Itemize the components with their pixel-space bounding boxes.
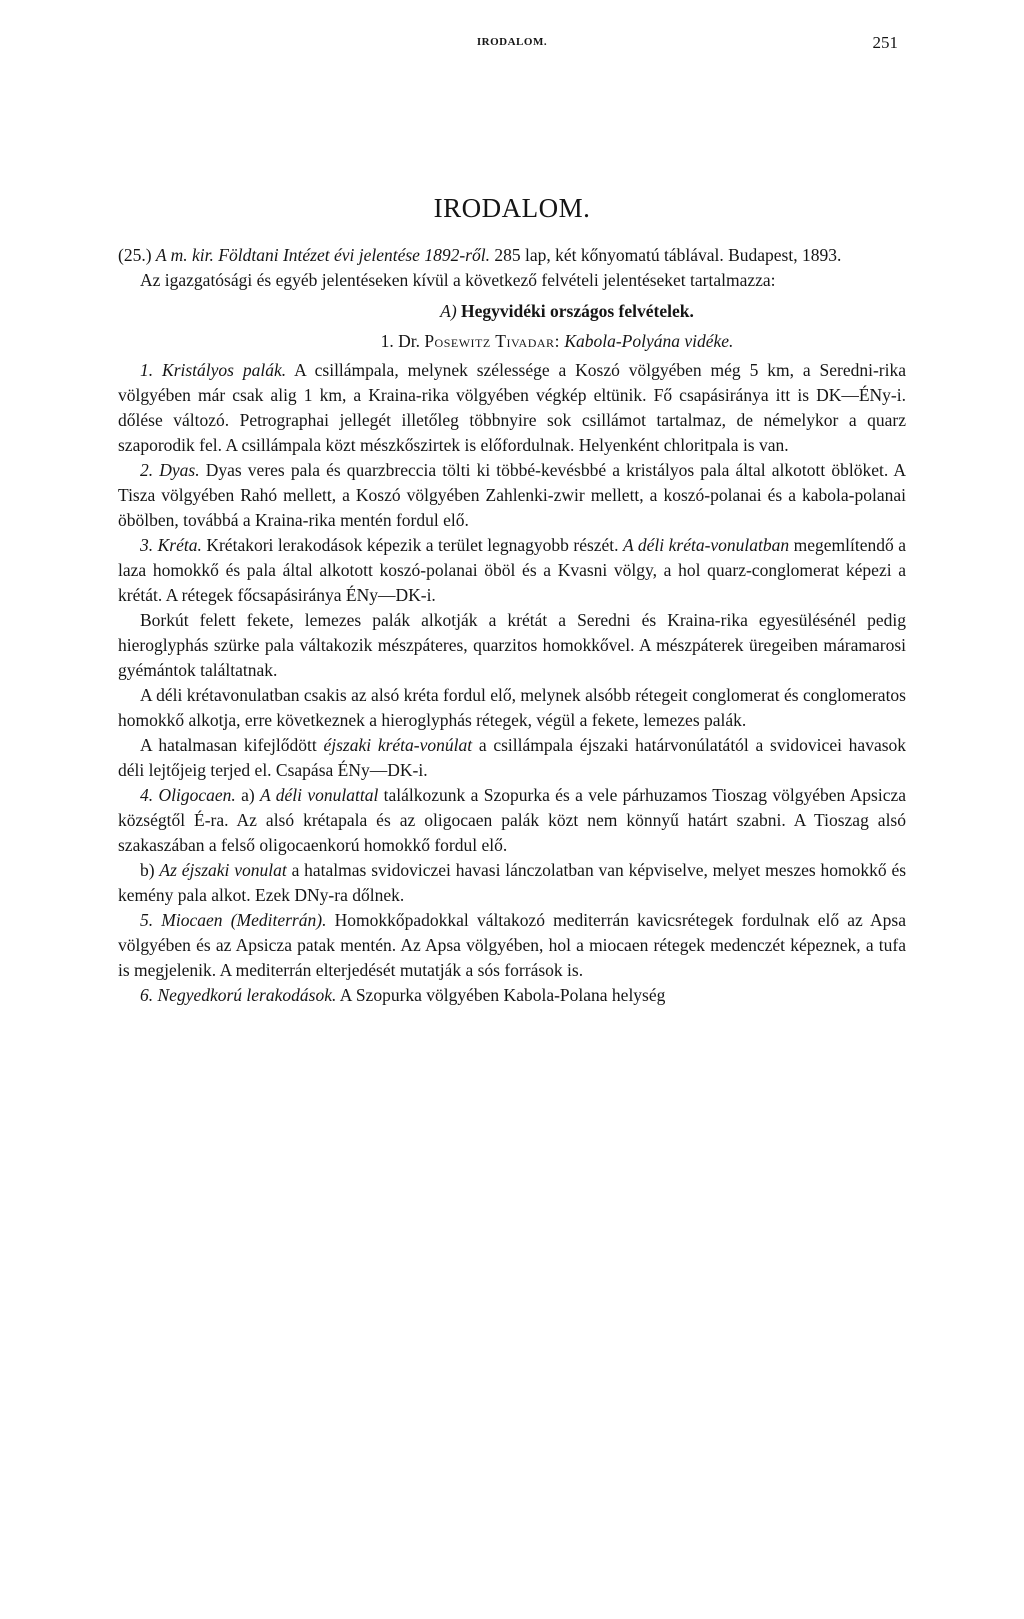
- paragraph-text: A csillámpala, melynek szélessége a Koszó völgyében még 5 km, a Seredni-rika völgyében már csak alig 1 km, a Kraina-rika völgyében végkép eltünik. Fő csapásiránya itt is DK—ÉNy-i. dőlése változó. Petrographai jellegét illetőleg többnyire sok csillámot tartalmaz, de némelykor a quarz szaporodik fel. A csillámpala közt mészkőszirtek is előfordulnak. Helyenként chloritpala is van.: [118, 360, 906, 455]
- paragraph-southern-creta: A déli krétavonulatban csakis az alsó kréta fordul elő, melynek alsóbb rétegeit conglomerat és conglomeratos homokkő alkotja, erre következnek a hieroglyphás rétegek, végül a fekete, lemezes palák.: [118, 685, 906, 730]
- paragraph-text: A Szopurka völgyében Kabola-Polana helység: [339, 985, 666, 1005]
- paragraph-creta: [118, 533, 906, 608]
- paragraph-oligocaen: [118, 783, 906, 858]
- paragraph-heading: 4. Oligocaen.: [140, 785, 236, 805]
- paragraph-heading: 2. Dyas.: [140, 460, 200, 480]
- paragraph-text: a hatalmas svidoviczei havasi lánczolatban van képviselve, melyet meszes homokkő és kemény pala alkot. Ezek DNy-ra dőlnek.: [118, 860, 907, 905]
- author-line: [118, 329, 906, 354]
- author-number: 1. Dr.: [380, 331, 420, 351]
- running-title: IRODALOM.: [476, 36, 548, 48]
- subheading: [118, 299, 906, 324]
- page-number: 251: [872, 33, 898, 52]
- paragraph-text: A hatalmasan kifejlődött: [140, 735, 317, 755]
- paragraph-borkut: Borkút felett fekete, lemezes palák alkotják a krétát a Seredni és Kraina-rika egyesülésénél pedig hieroglyphás szürke pala váltakozik mészpáteres, quarzitos homokkővel. A mészpáterek üregeiben máramarosi gyémántok találtatnak.: [118, 610, 906, 680]
- author-name: Posewitz Tivadar:: [424, 331, 560, 351]
- subheading-letter: A): [440, 301, 457, 321]
- paragraph-heading: 3. Kréta.: [140, 535, 202, 555]
- paragraph-heading: 5. Miocaen (Mediterrán).: [140, 910, 327, 930]
- paragraph-heading: 6. Negyedkorú lerakodások.: [140, 985, 337, 1005]
- paragraph-text: b): [140, 860, 155, 880]
- paragraph-text: Dyas veres pala és quarzbreccia tölti ki többé-kevésbbé a kristályos pala által alkotott öblöket. A Tisza völgyében Rahó mellett, a Koszó völgyében Zahlenki-zwir mellett, a koszó-polanai és a kabola-polanai öbölben, továbbá a Kraina-rika mentén fordul elő.: [118, 460, 907, 530]
- paragraph-text: Homokkőpadokkal váltakozó mediterrán kavicsrétegek fordulnak elő az Apsa völgyében és az Apsicza patak mentén. Az Apsa völgyében, hol a miocaen rétegek medenczét képeznek, a tufa is megjelenik. A mediterrán elterjedését mutatják a sós források is.: [118, 910, 907, 980]
- paragraph-quaternary: [118, 983, 906, 1008]
- paragraph-text: találkozunk a Szopurka és a vele párhuzamos Tioszag völgyében Apsicza községtől É-ra. Az alsó krétapala és az oligocaen palák közt nem könnyű határt szabni. A Tioszag alsó szakaszában a felső oligocaenkorú homokkő fordul elő.: [118, 785, 907, 855]
- paragraph-crystalline: [118, 358, 906, 458]
- entry-number: (25.): [118, 245, 152, 265]
- running-header: [118, 30, 906, 56]
- paragraph-northern-oligocaen: [118, 858, 906, 908]
- paragraph-text: megemlítendő a laza homokkő és pala által alkotott koszó-polanai öböl és a Kvasni völgy, a hol quarz-conglomerat képezi a krétát. A rétegek főcsapásiránya ÉNy—DK-i.: [118, 535, 906, 605]
- intro-paragraph: Az igazgatósági és egyéb jelentéseken kívül a következő felvételi jelentéseket tartalmazza:: [140, 270, 776, 290]
- paragraph-italic: A déli kréta-vonulatban: [623, 535, 790, 555]
- paragraph-northern-creta: [118, 733, 906, 783]
- paragraph-heading: 1. Kristályos palák.: [140, 360, 287, 380]
- entry-title: A m. kir. Földtani Intézet évi jelentése 1892-ről.: [155, 245, 490, 265]
- section-title: IRODALOM.: [433, 193, 591, 223]
- paragraph-dyas: [118, 458, 906, 533]
- paragraph-italic: A déli vonulattal: [260, 785, 379, 805]
- subheading-text: Hegyvidéki országos felvételek.: [461, 301, 694, 321]
- paragraph-text: Krétakori lerakodások képezik a terület legnagyobb részét.: [206, 535, 619, 555]
- paragraph-miocaen: [118, 908, 906, 983]
- paragraph-text: a): [241, 785, 255, 805]
- paragraph-text: a csillámpala éjszaki határvonúlatától a svidovicei havasok déli lejtőjeig terjed el. Csapása ÉNy—DK-i.: [118, 735, 907, 780]
- author-region: Kabola-Polyána vidéke.: [564, 331, 734, 351]
- paragraph-italic: Az éjszaki vonulat: [159, 860, 287, 880]
- bibliographic-entry: [118, 243, 906, 268]
- entry-details: 285 lap, két kőnyomatú táblával. Budapest, 1893.: [494, 245, 842, 265]
- paragraph-italic: éjszaki kréta-vonúlat: [323, 735, 473, 755]
